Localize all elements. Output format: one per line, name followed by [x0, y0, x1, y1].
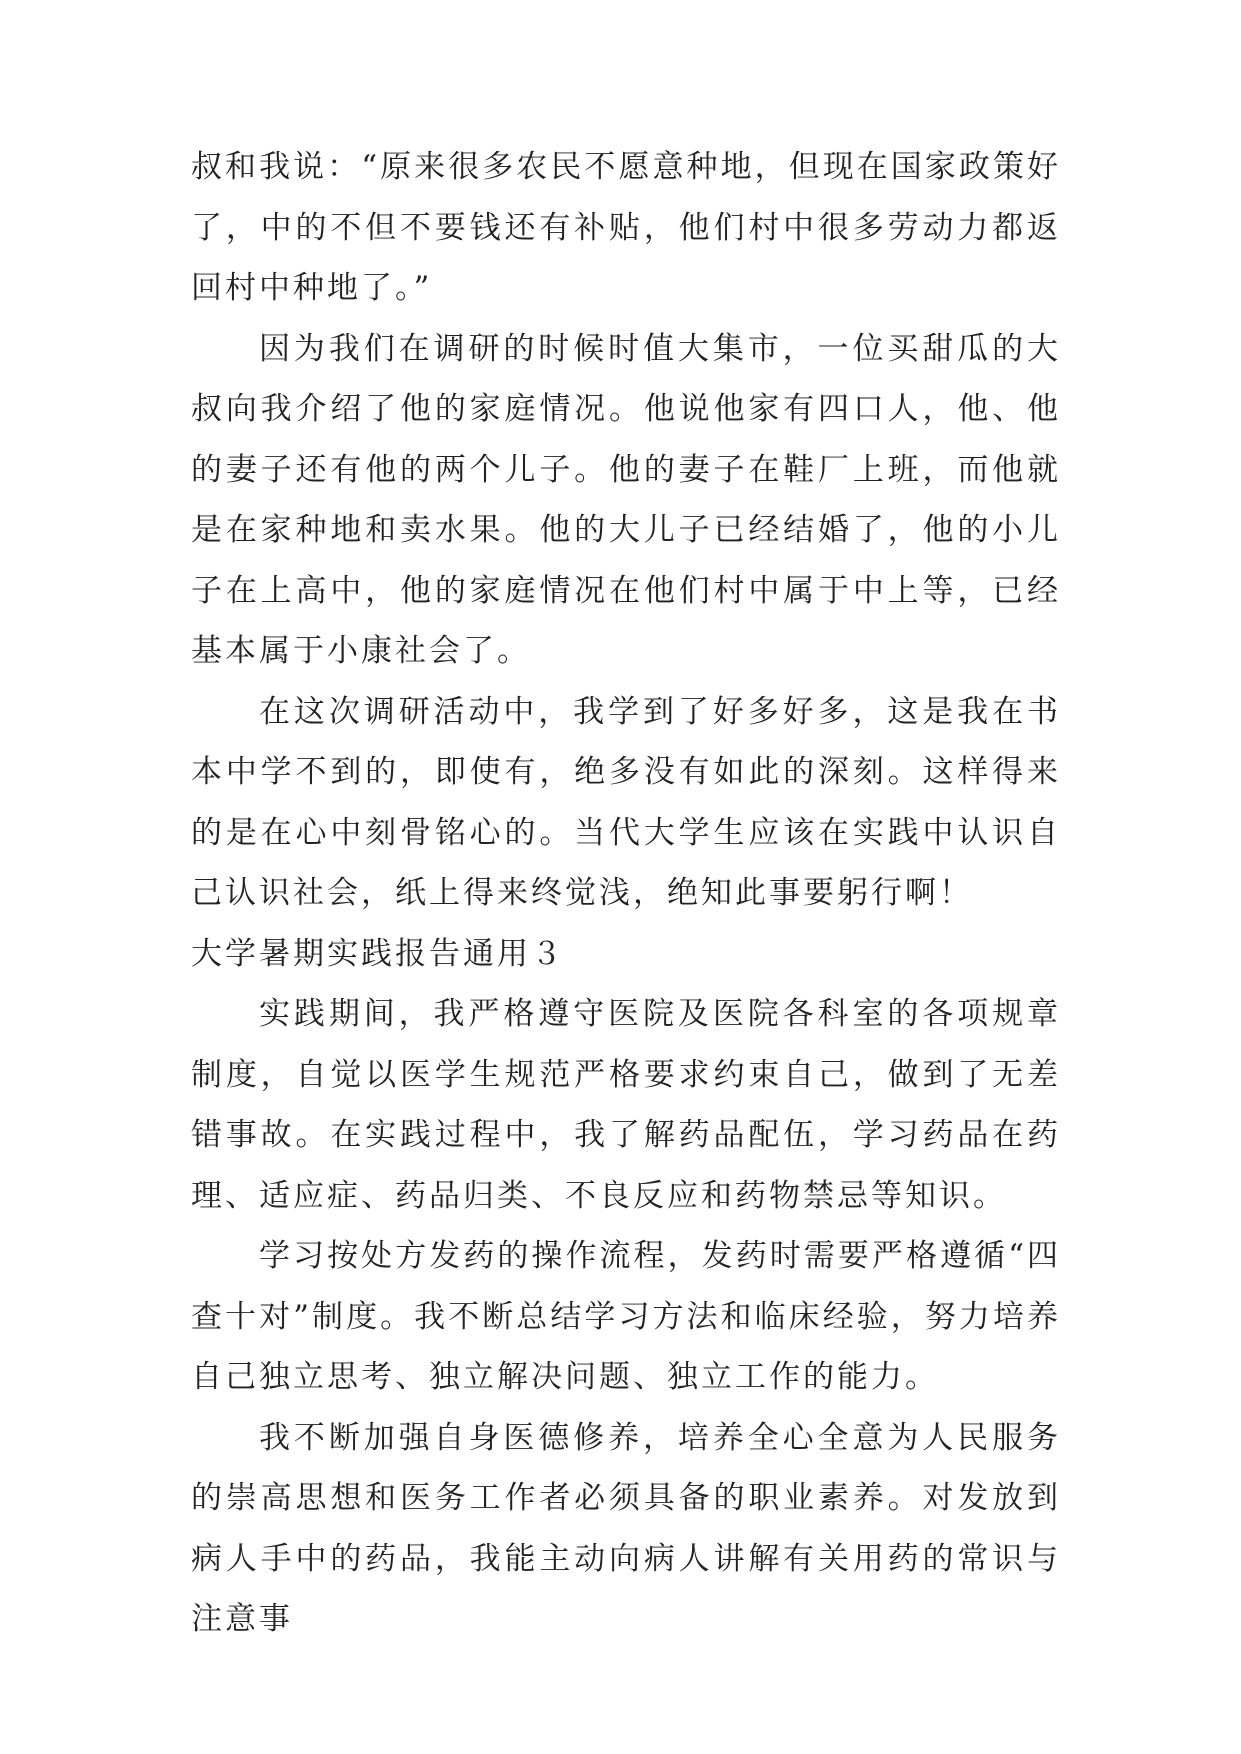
- section-heading: 大学暑期实践报告通用３: [191, 935, 565, 972]
- paragraph-dispensing-process: 学习按处方发药的操作流程，发药时需要严格遵循“四查十对”制度。我不断总结学习方法和临床经验，努力培养自己独立思考、独立解决问题、独立工作的能力。: [191, 1238, 1061, 1395]
- document-body: [191, 137, 1061, 1650]
- paragraph-hospital-practice: 实践期间，我严格遵守医院及医院各科室的各项规章制度，自觉以医学生规范严格要求约束自己，做到了无差错事故。在实践过程中，我了解药品配伍，学习药品在药理、适应症、药品归类、不良反应和药物禁忌等知识。: [191, 996, 1061, 1214]
- paragraph-continuation: 叔和我说：“原来很多农民不愿意种地，但现在国家政策好了，中的不但不要钱还有补贴，他们村中很多劳动力都返回村中种地了。”: [191, 149, 1061, 306]
- paragraph-research-reflection: 在这次调研活动中，我学到了好多好多，这是我在书本中学不到的，即使有，绝多没有如此的深刻。这样得来的是在心中刻骨铭心的。当代大学生应该在实践中认识自己认识社会，纸上得来终觉浅，绝知此事要躬行啊！: [191, 693, 1061, 911]
- paragraph-medical-ethics: 我不断加强自身医德修养，培养全心全意为人民服务的崇高思想和医务工作者必须具备的职业素养。对发放到病人手中的药品，我能主动向病人讲解有关用药的常识与注意事: [191, 1419, 1061, 1637]
- paragraph-family-situation: 因为我们在调研的时候时值大集市，一位买甜瓜的大叔向我介绍了他的家庭情况。他说他家有四口人，他、他的妻子还有他的两个儿子。他的妻子在鞋厂上班，而他就是在家种地和卖水果。他的大儿子已经结婚了，他的小儿子在上高中，他的家庭情况在他们村中属于中上等，已经基本属于小康社会了。: [191, 330, 1061, 669]
